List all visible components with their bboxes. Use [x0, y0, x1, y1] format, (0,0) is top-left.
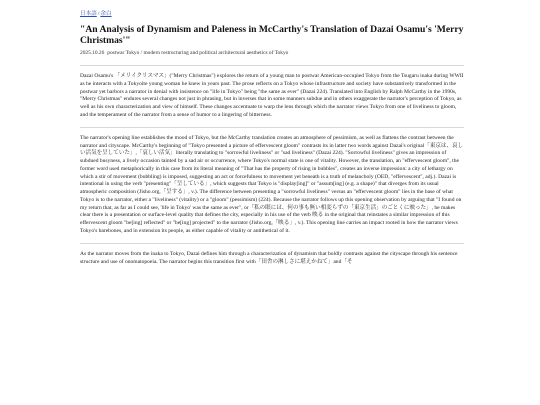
header-divider: [80, 65, 464, 66]
article-meta: [80, 49, 464, 57]
article-tags: postwar Tokyo / modern restructuring and political architectural aesthetics of Tokyo: [107, 50, 289, 56]
language-links: [80, 10, 464, 18]
paragraph-divider: [80, 127, 464, 128]
article-page: [80, 10, 464, 274]
link-japanese[interactable]: 日本語: [80, 11, 97, 17]
article-date: 2025.10.26: [80, 50, 105, 56]
article-body: [80, 73, 464, 267]
paragraph: As the narrator moves from the inaka to Tokyo, Dazai defines him through a characterization of dynamism that boldly contrasts against the cityscape through his sentence structure and use of onomatopoeia. The narrator begins this transition first with「田舎の淋しさに堪えかねて」and「そ: [80, 251, 458, 265]
paragraph: The narrator's opening line establishes the mood of Tokyo, but the McCarthy translation creates an atmosphere of pessimism, as well as flattens the contrast between the narrator and cityscape. McCarthy's beginning of "Tokyo presented a picture of effervescent gloom" contrasts its in latter two words against Dazai's original「東京は、哀しい活気を呈していた」,「哀しい活気」literally translating to "sorrowful liveliness" or "sad liveliness" (Dazai 224). "Sorrowful liveliness" gives an impression of subdued busyness, a lively occasion tainted by a sad air or occurrence, where Tokyo's normal state is one of vitality. However, the translation, an "effervescent gloom", the former word used metaphorically in this case from its literal meaning of "That has the property of rising in bubbles", creates an inverse impression: a city of lethargy on which a stir of movement (bubbling) is imposed, suggesting an act or forcefulness to movement yet beneath is a truth of melancholy (OED, "effervescent", adj.). Dazai is intentional in using the verb "presenting"「呈している」, which suggests that Tokyo is "display[ing]" or "assum[ing] (e.g. a shape)" that diverges from its usual atmospheric composition (Jisho.org,「呈する」, v.). The difference between presenting a "sorrowful liveliness" versus an "effervescent gloom" lies in the base of what Tokyo is to the narrator, either a "liveliness" (vitality) or a "gloom" (pessimism) (224). Because the narrator follows up this opening observation by arguing that "I found on my return that, as far as I could see, 'life in Tokyo' was the same as ever", or「私の眼には、何の事も無い相変らずの「東京生活」のごとくに映った」, he makes clear there is a presentation or surface-level quality that defines the city, especially in his use of the verb 映る in the original that reinstates a similar impression of this effervescent gloom "be[ing] reflected" or "be[ing] projected" to the narrator (Jisho.org,「映る」, v.). This opening line carries an impact rooted in how the narrator views Tokyo's barebones, and in extension its people, as either capable of vitality or antithetical of it.: [80, 134, 464, 234]
link-separator: /: [97, 11, 100, 17]
article-title: "An Analysis of Dynamism and Paleness in McCarthy's Translation of Dazai Osamu's 'Merry Christmas'": [80, 24, 464, 46]
paragraph: Dazai Osamu's 「メリイクリスマス」("Merry Christmas") explores the return of a young man to postwar American-occupied Tokyo from the Tsugaru inaka during WWII as he interacts with a Tokyoite young woman he knew in years past. The prose reflects on a Tokyo whose infrastructure and society have substantively transformed in the postwar yet harbors a narrator in denial with insistence on "life in Tokyo" being "the same as ever" (Dazai 224). Translated into English by Ralph McCarthy in the 1990s, "Merry Christmas" endures several changes not just in phrasing, but in inverses that in some manners subdue and in others exaggerate the narrator's perception of Tokyo, as well as his own characterization and view of himself. These changes accentuate to warp the lens through which the narrator views Tokyo from one of liveliness to gloom, and the temperament of the narrator from a sense of humor to a lingering of bitterness.: [80, 73, 464, 118]
paragraph-divider: [80, 243, 464, 244]
link-home[interactable]: 余白: [100, 11, 112, 17]
